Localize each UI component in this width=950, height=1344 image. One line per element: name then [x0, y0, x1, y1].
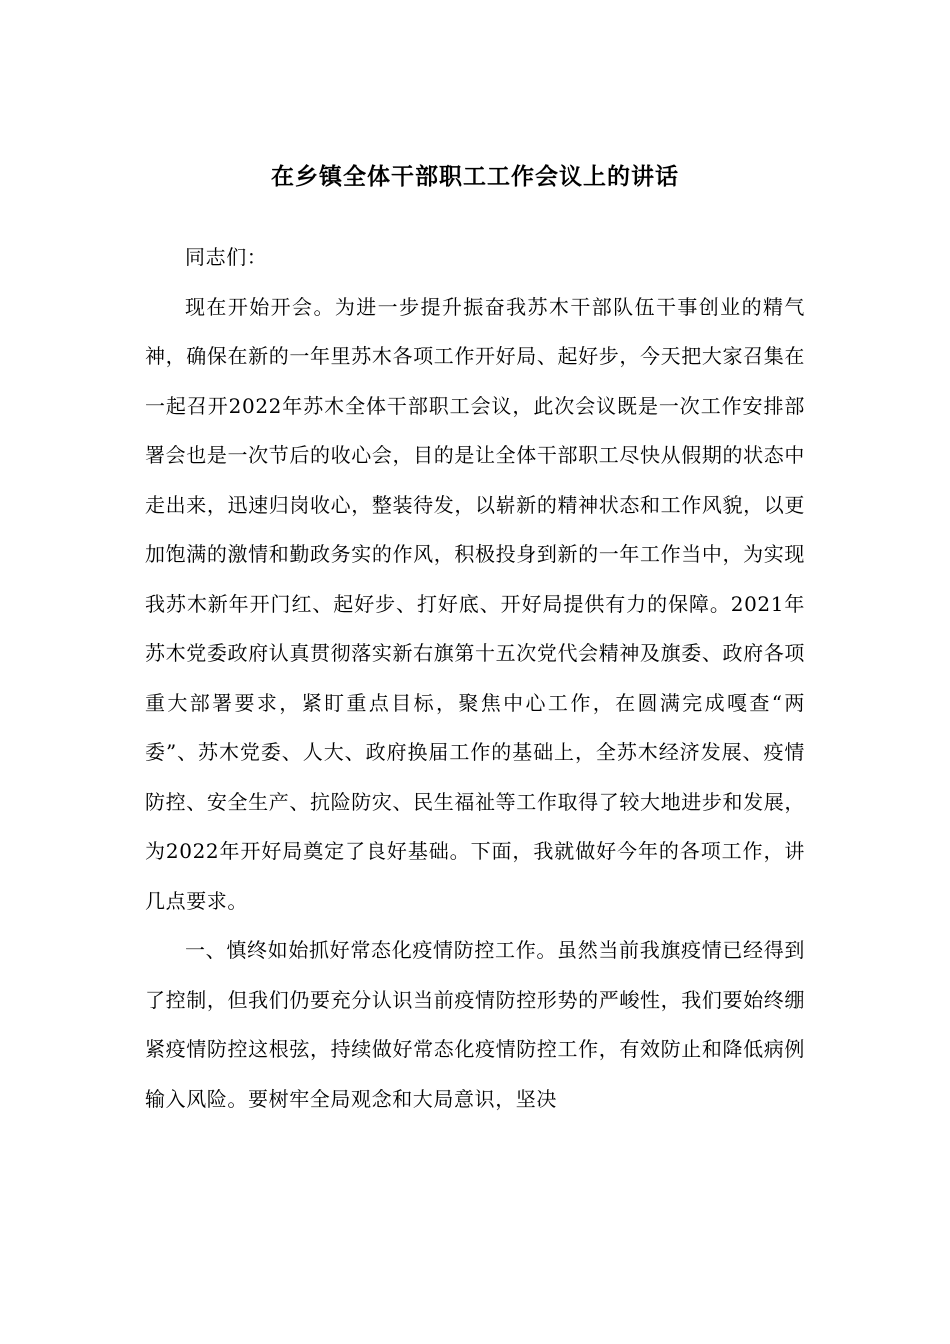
document-title: 在乡镇全体干部职工工作会议上的讲话 — [271, 163, 679, 190]
paragraph-opening: 现在开始开会。为进一步提升振奋我苏木干部队伍干事创业的精气神，确保在新的一年里苏木各项工作开好局、起好步，今天把大家召集在一起召开2022年苏木全体干部职工会议，此次会议既是一次工作安排部署会也是一次节后的收心会，目的是让全体干部职工尽快从假期的状态中走出来，迅速归岗收心，整装待发，以崭新的精神状态和工作风貌，以更加饱满的激情和勤政务实的作风，积极投身到新的一年工作当中，为实现我苏木新年开门红、起好步、打好底、开好局提供有力的保障。2021年苏木党委政府认真贯彻落实新右旗第十五次党代会精神及旗委、政府各项重大部署要求，紧盯重点目标，聚焦中心工作，在圆满完成嘎查“两委”、苏木党委、人大、政府换届工作的基础上，全苏木经济发展、疫情防控、安全生产、抗险防灾、民生福祉等工作取得了较大地进步和发展，为2022年开好局奠定了良好基础。下面，我就做好今年的各项工作，讲几点要求。 — [145, 294, 805, 913]
paragraph-section-one: 一、慎终如始抓好常态化疫情防控工作。虽然当前我旗疫情已经得到了控制，但我们仍要充分认识当前疫情防控形势的严峻性，我们要始终绷紧疫情防控这根弦，持续做好常态化疫情防控工作，有效防止和降低病例输入风险。要树牢全局观念和大局意识，坚决 — [145, 938, 805, 1111]
document-body — [145, 233, 805, 1124]
salutation: 同志们： — [185, 245, 268, 269]
